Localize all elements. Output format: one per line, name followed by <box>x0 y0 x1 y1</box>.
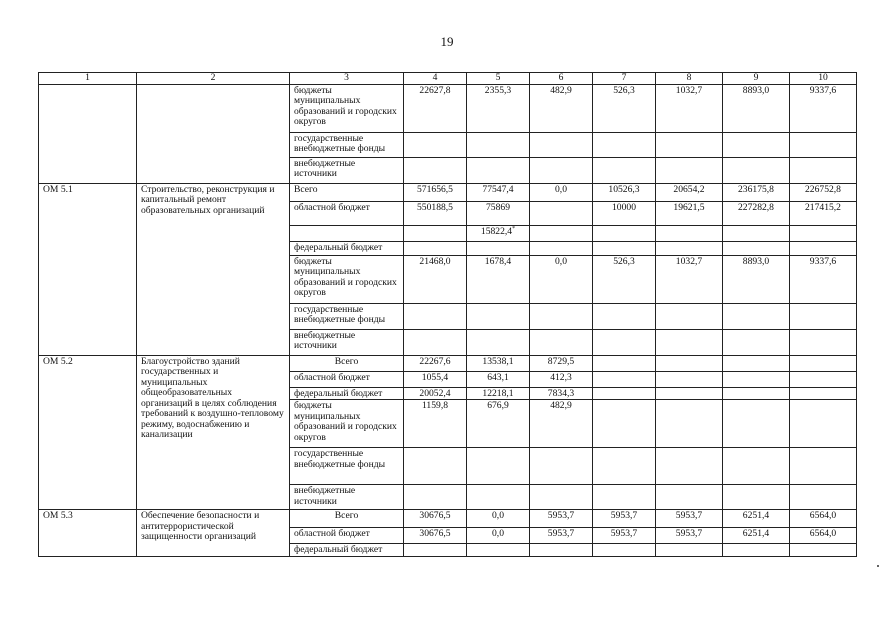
value-cell: 6251,4 <box>723 510 790 528</box>
measure-name: Строительство, реконструкция и капитальный ремонт образовательных организаций <box>137 183 290 355</box>
source-cell: государственные внебюджетные фонды <box>290 303 404 329</box>
scan-speck <box>877 565 879 567</box>
value-cell: 526,3 <box>593 84 656 132</box>
value-cell: 30676,5 <box>404 510 467 528</box>
measure-name: Благоустройство зданий государственных и муниципальных общеобразовательных организаций в целях соблюдения требований к воздушно-тепловому режиму, водоснабжению и канализации <box>137 355 290 510</box>
column-number-row <box>39 73 857 85</box>
value-cell: 10526,3 <box>593 183 656 201</box>
value-cell: 5953,7 <box>656 510 723 528</box>
value-cell: 482,9 <box>530 400 593 448</box>
value-cell: 6564,0 <box>790 528 857 544</box>
source-cell: внебюджетные источники <box>290 329 404 355</box>
value-cell: 1055,4 <box>404 371 467 387</box>
col-header-10: 10 <box>790 73 857 85</box>
measure-code: ОМ 5.2 <box>39 355 137 510</box>
value-cell: 1032,7 <box>656 255 723 303</box>
value-cell: 5953,7 <box>530 510 593 528</box>
value-cell: 482,9 <box>530 84 593 132</box>
value-cell: 5953,7 <box>593 528 656 544</box>
value-cell: 217415,2 <box>790 201 857 225</box>
col-header-4: 4 <box>404 73 467 85</box>
source-cell: федеральный бюджет <box>290 544 404 557</box>
value-cell: 5953,7 <box>593 510 656 528</box>
col-header-9: 9 <box>723 73 790 85</box>
value-cell: 6564,0 <box>790 510 857 528</box>
value-cell: 0,0 <box>530 255 593 303</box>
value-cell: 13538,1 <box>467 355 530 371</box>
value-cell: 30676,5 <box>404 528 467 544</box>
value-cell: 5953,7 <box>530 528 593 544</box>
value-cell: 9337,6 <box>790 255 857 303</box>
col-header-5: 5 <box>467 73 530 85</box>
value-cell: 6251,4 <box>723 528 790 544</box>
col-header-6: 6 <box>530 73 593 85</box>
value-cell: 9337,6 <box>790 84 857 132</box>
measure-code: ОМ 5.1 <box>39 183 137 355</box>
value-cell: 676,9 <box>467 400 530 448</box>
value-cell: 8729,5 <box>530 355 593 371</box>
source-cell: областной бюджет <box>290 528 404 544</box>
value-cell: 15822,4* <box>467 225 530 241</box>
code-cell-empty <box>39 84 137 183</box>
value-cell: 8893,0 <box>723 255 790 303</box>
source-cell: внебюджетные источники <box>290 485 404 510</box>
value-cell: 526,3 <box>593 255 656 303</box>
col-header-7: 7 <box>593 73 656 85</box>
table-row <box>39 183 857 201</box>
value-cell: 21468,0 <box>404 255 467 303</box>
source-cell: федеральный бюджет <box>290 241 404 255</box>
value-cell: 2355,3 <box>467 84 530 132</box>
source-cell: государственные внебюджетные фонды <box>290 448 404 485</box>
value-cell: 19621,5 <box>656 201 723 225</box>
value-cell: 412,3 <box>530 371 593 387</box>
value-cell: 20052,4 <box>404 387 467 400</box>
source-cell: областной бюджет <box>290 371 404 387</box>
source-cell: бюджеты муниципальных образований и городских округов <box>290 400 404 448</box>
value-cell: 571656,5 <box>404 183 467 201</box>
value-cell: 75869 <box>467 201 530 225</box>
value-cell: 22627,8 <box>404 84 467 132</box>
source-cell: областной бюджет <box>290 201 404 225</box>
col-header-3: 3 <box>290 73 404 85</box>
source-cell: бюджеты муниципальных образований и городских округов <box>290 84 404 132</box>
page-number: 19 <box>440 34 454 49</box>
value-cell: 227282,8 <box>723 201 790 225</box>
funding-table <box>38 72 857 557</box>
col-header-1: 1 <box>39 73 137 85</box>
table-row <box>39 510 857 528</box>
measure-code: ОМ 5.3 <box>39 510 137 557</box>
value-cell: 0,0 <box>467 510 530 528</box>
table-row <box>39 355 857 371</box>
value-cell: 550188,5 <box>404 201 467 225</box>
value-cell: 77547,4 <box>467 183 530 201</box>
value-cell: 1032,7 <box>656 84 723 132</box>
value-cell: 8893,0 <box>723 84 790 132</box>
value-cell: 1159,8 <box>404 400 467 448</box>
source-cell: федеральный бюджет <box>290 387 404 400</box>
value-cell: 0,0 <box>467 528 530 544</box>
value-cell: 226752,8 <box>790 183 857 201</box>
measure-name: Обеспечение безопасности и антитеррористической защищенности организаций <box>137 510 290 557</box>
value-cell: 5953,7 <box>656 528 723 544</box>
value-cell: 12218,1 <box>467 387 530 400</box>
value-cell: 10000 <box>593 201 656 225</box>
source-cell: государственные внебюджетные фонды <box>290 132 404 157</box>
col-header-2: 2 <box>137 73 290 85</box>
value-cell: 236175,8 <box>723 183 790 201</box>
col-header-8: 8 <box>656 73 723 85</box>
value-cell: 643,1 <box>467 371 530 387</box>
name-cell-empty <box>137 84 290 183</box>
source-cell: Всего <box>290 355 404 371</box>
value-cell: 1678,4 <box>467 255 530 303</box>
source-cell: Всего <box>290 183 404 201</box>
source-cell: внебюджетные источники <box>290 157 404 183</box>
value-cell: 7834,3 <box>530 387 593 400</box>
source-cell: бюджеты муниципальных образований и городских округов <box>290 255 404 303</box>
value-cell: 22267,6 <box>404 355 467 371</box>
value-cell: 0,0 <box>530 183 593 201</box>
table-row <box>39 84 857 132</box>
source-cell: Всего <box>290 510 404 528</box>
footnote-mark: * <box>512 225 516 232</box>
value-cell: 20654,2 <box>656 183 723 201</box>
